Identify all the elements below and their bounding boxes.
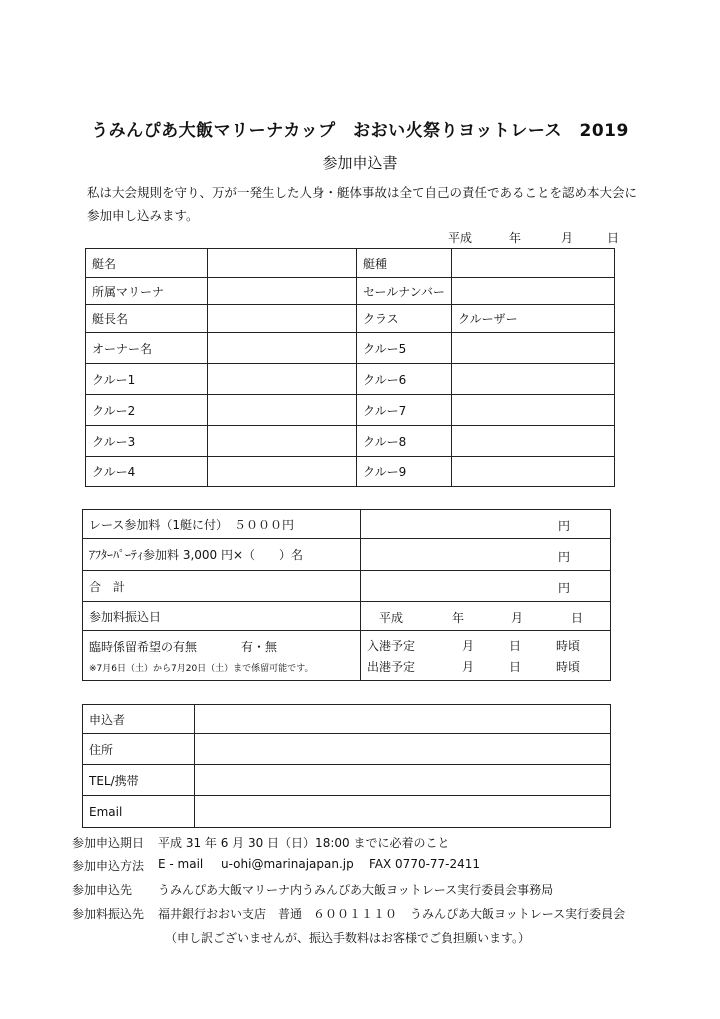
declaration-line-1: 私は大会規則を守り、万が一発生した人身・艇体事故は全て自己の責任であることを認め本大会に <box>87 185 638 200</box>
skipper-field[interactable] <box>208 305 357 333</box>
arrival-day: 日 <box>509 639 522 653</box>
arrival-label: 入港予定 <box>367 639 416 653</box>
transfer-era: 平成 <box>379 611 404 625</box>
form-title: うみんぴあ大飯マリーナカップ おおい火祭りヨットレース 2019 <box>91 121 629 141</box>
boat-type-field[interactable] <box>452 249 615 278</box>
transfer-date-field[interactable] <box>361 602 611 631</box>
address-field[interactable] <box>195 734 611 765</box>
crew8-field[interactable] <box>452 426 615 457</box>
crew9-field[interactable] <box>452 457 615 487</box>
email-field[interactable] <box>195 796 611 828</box>
transfer-year: 年 <box>452 611 465 625</box>
race-fee-label: レース参加料（1艇に付） ５０００円 <box>83 510 361 539</box>
applicant-table <box>82 704 611 828</box>
transfer-label: 参加料振込先 <box>72 907 145 921</box>
table-row <box>83 734 611 765</box>
table-row <box>86 364 615 395</box>
crew5-field[interactable] <box>452 333 615 364</box>
yen-unit: 円 <box>558 581 571 595</box>
table-row <box>86 426 615 457</box>
phone-field[interactable] <box>195 765 611 796</box>
race-fee-field[interactable] <box>361 510 611 539</box>
crew2-label: クルー2 <box>86 395 208 426</box>
crew1-label: クルー1 <box>86 364 208 395</box>
crew6-label: クルー6 <box>357 364 452 395</box>
table-row <box>83 571 611 602</box>
account-type: 普通 <box>278 907 303 921</box>
skipper-label: 艇長名 <box>86 305 208 333</box>
crew7-field[interactable] <box>452 395 615 426</box>
destination-value: うみんぴあ大飯マリーナ内うみんぴあ大飯ヨットレース実行委員会事務局 <box>158 883 554 897</box>
table-row <box>83 765 611 796</box>
deadline-value: 平成 31 年 6 月 30 日（日）18:00 までに必着のこと <box>158 836 450 850</box>
boat-table <box>85 248 615 487</box>
fee-table <box>82 509 611 681</box>
date-day: 日 <box>607 231 620 245</box>
table-row <box>86 333 615 364</box>
date-month: 月 <box>561 231 574 245</box>
yen-unit: 円 <box>558 550 571 564</box>
party-fee-field[interactable] <box>361 539 611 571</box>
crew4-field[interactable] <box>208 457 357 487</box>
crew3-label: クルー3 <box>86 426 208 457</box>
crew9-label: クルー9 <box>357 457 452 487</box>
method-email-label: E - mail <box>158 857 204 871</box>
mooring-options[interactable]: 有・無 <box>241 640 278 654</box>
form-subtitle: 参加申込書 <box>322 154 398 172</box>
method-label: 参加申込方法 <box>72 859 145 873</box>
class-value[interactable]: クルーザー <box>452 305 615 333</box>
table-row <box>86 249 615 278</box>
departure-time: 時頃 <box>556 660 581 674</box>
table-row <box>86 305 615 333</box>
arrival-time: 時頃 <box>556 639 581 653</box>
total-field[interactable] <box>361 571 611 602</box>
crew3-field[interactable] <box>208 426 357 457</box>
marina-label: 所属マリーナ <box>86 278 208 305</box>
applicant-field[interactable] <box>195 705 611 734</box>
owner-field[interactable] <box>208 333 357 364</box>
date-era: 平成 <box>448 231 473 245</box>
fee-note: （申し訳ございませんが、振込手数料はお客様でご負担願います。） <box>165 931 531 945</box>
phone-label: TEL/携帯 <box>83 765 195 796</box>
transfer-day: 日 <box>571 611 584 625</box>
table-row <box>86 457 615 487</box>
crew2-field[interactable] <box>208 395 357 426</box>
boat-name-label: 艇名 <box>86 249 208 278</box>
table-row <box>86 278 615 305</box>
departure-day: 日 <box>509 660 522 674</box>
email-label: Email <box>83 796 195 828</box>
deadline-label: 参加申込期日 <box>72 836 145 850</box>
transfer-month: 月 <box>511 611 524 625</box>
total-label: 合 計 <box>83 571 361 602</box>
arrival-departure-cell[interactable] <box>361 631 611 681</box>
table-row <box>83 510 611 539</box>
party-fee-label: ｱﾌﾀｰﾊﾟｰﾃｨ参加料 3,000 円×（ ）名 <box>83 539 361 571</box>
bank-name: 福井銀行おおい支店 <box>158 907 267 921</box>
method-fax: FAX 0770-77-2411 <box>369 857 481 871</box>
mooring-label: 臨時係留希望の有無 <box>89 640 198 654</box>
declaration-line-2: 参加申し込みます。 <box>87 208 199 223</box>
transfer-date-label: 参加料振込日 <box>83 602 361 631</box>
table-row <box>86 395 615 426</box>
departure-label: 出港予定 <box>367 660 416 674</box>
crew1-field[interactable] <box>208 364 357 395</box>
destination-label: 参加申込先 <box>72 883 133 897</box>
crew5-label: クルー5 <box>357 333 452 364</box>
departure-month: 月 <box>462 660 475 674</box>
date-year: 年 <box>509 231 522 245</box>
applicant-label: 申込者 <box>83 705 195 734</box>
sail-number-field[interactable] <box>452 278 615 305</box>
crew8-label: クルー8 <box>357 426 452 457</box>
table-row <box>83 705 611 734</box>
sail-number-label: セールナンバー <box>357 278 452 305</box>
mooring-note: ※7月6日（土）から7月20日（土）まで係留可能です。 <box>89 664 314 674</box>
crew6-field[interactable] <box>452 364 615 395</box>
table-row <box>83 539 611 571</box>
table-row <box>83 796 611 828</box>
class-label: クラス <box>357 305 452 333</box>
account-name: うみんぴあ大飯ヨットレース実行委員会 <box>410 907 626 921</box>
address-label: 住所 <box>83 734 195 765</box>
owner-label: オーナー名 <box>86 333 208 364</box>
account-number: ６００１１１０ <box>313 907 398 921</box>
table-row <box>83 602 611 631</box>
mooring-cell <box>83 631 361 681</box>
yen-unit: 円 <box>558 519 571 533</box>
table-row <box>83 631 611 681</box>
crew4-label: クルー4 <box>86 457 208 487</box>
marina-field[interactable] <box>208 278 357 305</box>
method-email[interactable]: u-ohi@marinajapan.jp <box>221 857 354 871</box>
arrival-month: 月 <box>462 639 475 653</box>
boat-name-field[interactable] <box>208 249 357 278</box>
crew7-label: クルー7 <box>357 395 452 426</box>
boat-type-label: 艇種 <box>357 249 452 278</box>
